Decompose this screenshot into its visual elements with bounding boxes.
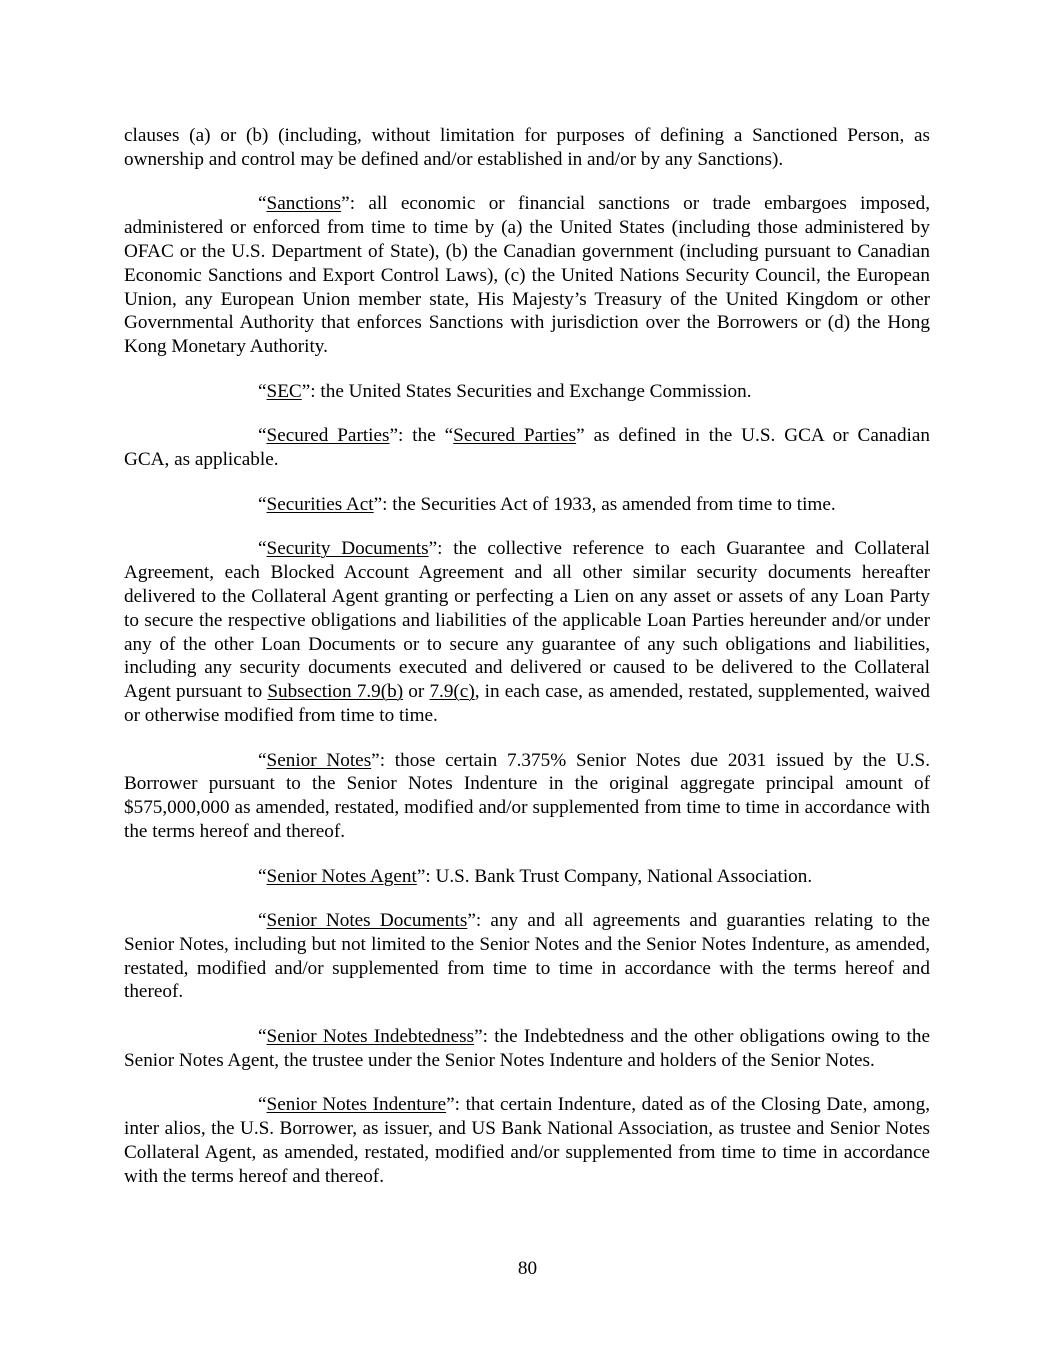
defined-term: Senior Notes Indenture (266, 1094, 447, 1116)
defined-term: Securities Act (266, 493, 374, 515)
definition-senior-notes-indebtedness: “Senior Notes Indebtedness”: the Indebtedness and the other obligations owing to the Senior Notes Agent, the trustee under the Senior Notes Indenture and holders of the Senior Notes. (124, 1026, 930, 1071)
definition-text: : the “ (398, 425, 454, 447)
definition-text: ” as defined in the U.S. GCA or Canadian GCA, as applicable. (124, 425, 930, 471)
definition-text: , in each case, as amended, restated, supplemented, waived or otherwise modified from time to time. (124, 681, 930, 726)
definition-secured-parties: “Secured Parties”: the “Secured Parties” as defined in the U.S. GCA or Canadian GCA, as applicable. (124, 425, 930, 471)
definition-senior-notes-indenture: “Senior Notes Indenture”: that certain Indenture, dated as of the Closing Date, among, inter alios, the U.S. Borrower, as issuer, and US Bank National Association, as trustee and Senior Notes Collateral Agent, as amended, restated, modified and/or supplemented from time to time in accordance with the terms hereof and thereof. (124, 1094, 930, 1187)
definition-sanctions: “Sanctions”: all economic or financial sanctions or trade embargoes imposed, administered or enforced from time to time by (a) the United States (including those administered by OFAC or the U.S. Department of State), (b) the Canadian government (including pursuant to Canadian Economic Sanctions and Export Control Laws), (c) the United Nations Security Council, the European Union, any European Union member state, His Majesty’s Treasury of the United Kingdom or other Governmental Authority that enforces Sanctions with jurisdiction over the Borrowers or (d) the Hong Kong Monetary Authority. (124, 193, 930, 358)
definition-text: : U.S. Bank Trust Company, National Association. (425, 865, 813, 887)
definition-text: : those certain 7.375% Senior Notes due 2031 issued by the U.S. Borrower pursuant to the Senior Notes Indenture in the original aggregate principal amount of $575,000,000 as amended, restated, modified and/or supplemented from time to time in accordance with the terms hereof and thereof. (124, 749, 930, 842)
defined-term: SEC (266, 380, 302, 402)
defined-term: Secured Parties (266, 425, 390, 447)
definition-text: : any and all agreements and guaranties relating to the Senior Notes, including but not limited to the Senior Notes and the Senior Notes Indenture, as amended, restated, modified and/or supplemented from time to time in accordance with the terms hereof and thereof. (124, 910, 930, 1003)
subsection-reference: 7.9(c) (429, 681, 475, 703)
definition-text: : the Securities Act of 1933, as amended from time to time. (382, 493, 836, 515)
definition-security-documents: “Security Documents”: the collective reference to each Guarantee and Collateral Agreement, each Blocked Account Agreement and all other similar security documents hereafter delivered to the Collateral Agent granting or perfecting a Lien on any asset or assets of any Loan Party to secure the respective obligations and liabilities of the applicable Loan Parties hereunder and/or under any of the other Loan Documents or to secure any guarantee of any such obligations and liabilities, including any security documents executed and delivered or caused to be delivered to the Collateral Agent pursuant to Subsection 7.9(b) or 7.9(c), in each case, as amended, restated, supplemented, waived or otherwise modified from time to time. (124, 538, 930, 726)
defined-term: Senior Notes Documents (266, 910, 468, 932)
definition-securities-act: “Securities Act”: the Securities Act of 1933, as amended from time to time. (258, 493, 836, 515)
definition-sec: “SEC”: the United States Securities and Exchange Commission. (258, 380, 752, 402)
intro-paragraph (124, 124, 930, 172)
definition-text: or (403, 681, 430, 703)
page-number: 80 (517, 1258, 538, 1279)
defined-term: Security Documents (266, 538, 429, 560)
document-page (124, 124, 930, 1209)
definition-senior-notes-agent: “Senior Notes Agent”: U.S. Bank Trust Company, National Association. (258, 865, 813, 887)
defined-term: Senior Notes Agent (266, 865, 417, 887)
definition-text: : the collective reference to each Guarantee and Collateral Agreement, each Blocked Account Agreement and all other similar security documents hereafter delivered to the Collateral Agent granting or perfecting a Lien on any asset or assets of any Loan Party to secure the respective obligations and liabilities of the applicable Loan Parties hereunder and/or under any of the other Loan Documents or to secure any guarantee of any such obligations and liabilities, including any security documents executed and delivered or caused to be delivered to the Collateral Agent pursuant to (124, 538, 930, 703)
definition-senior-notes-documents: “Senior Notes Documents”: any and all agreements and guaranties relating to the Senior Notes, including but not limited to the Senior Notes and the Senior Notes Indenture, as amended, restated, modified and/or supplemented from time to time in accordance with the terms hereof and thereof. (124, 910, 930, 1003)
inner-defined-term: Secured Parties (453, 425, 577, 447)
definition-text: : the United States Securities and Exchange Commission. (310, 380, 752, 402)
defined-term: Senior Notes Indebtedness (266, 1026, 475, 1048)
definition-text: : the Indebtedness and the other obligations owing to the Senior Notes Agent, the trustee under the Senior Notes Indenture and holders of the Senior Notes. (124, 1026, 930, 1071)
definition-text: : that certain Indenture, dated as of the Closing Date, among, inter alios, the U.S. Borrower, as issuer, and US Bank National Association, as trustee and Senior Notes Collateral Agent, as amended, restated, modified and/or supplemented from time to time in accordance with the terms hereof and thereof. (124, 1094, 930, 1187)
definition-senior-notes: “Senior Notes”: those certain 7.375% Senior Notes due 2031 issued by the U.S. Borrower pursuant to the Senior Notes Indenture in the original aggregate principal amount of $575,000,000 as amended, restated, modified and/or supplemented from time to time in accordance with the terms hereof and thereof. (124, 749, 930, 842)
definition-text: : all economic or financial sanctions or trade embargoes imposed, administered or enforced from time to time by (a) the United States (including those administered by OFAC or the U.S. Department of State), (b) the Canadian government (including pursuant to Canadian Economic Sanctions and Export Control Laws), (c) the United Nations Security Council, the European Union, any European Union member state, His Majesty’s Treasury of the United Kingdom or other Governmental Authority that enforces Sanctions with jurisdiction over the Borrowers or (d) the Hong Kong Monetary Authority. (124, 193, 930, 358)
defined-term: Senior Notes (266, 749, 372, 771)
defined-term: Sanctions (266, 193, 342, 215)
subsection-reference: Subsection 7.9(b) (267, 681, 404, 703)
intro-text: clauses (a) or (b) (including, without limitation for purposes of defining a Sanctioned Person, as ownership and control may be defined and/or established in and/or by any Sanctions). (124, 125, 930, 170)
